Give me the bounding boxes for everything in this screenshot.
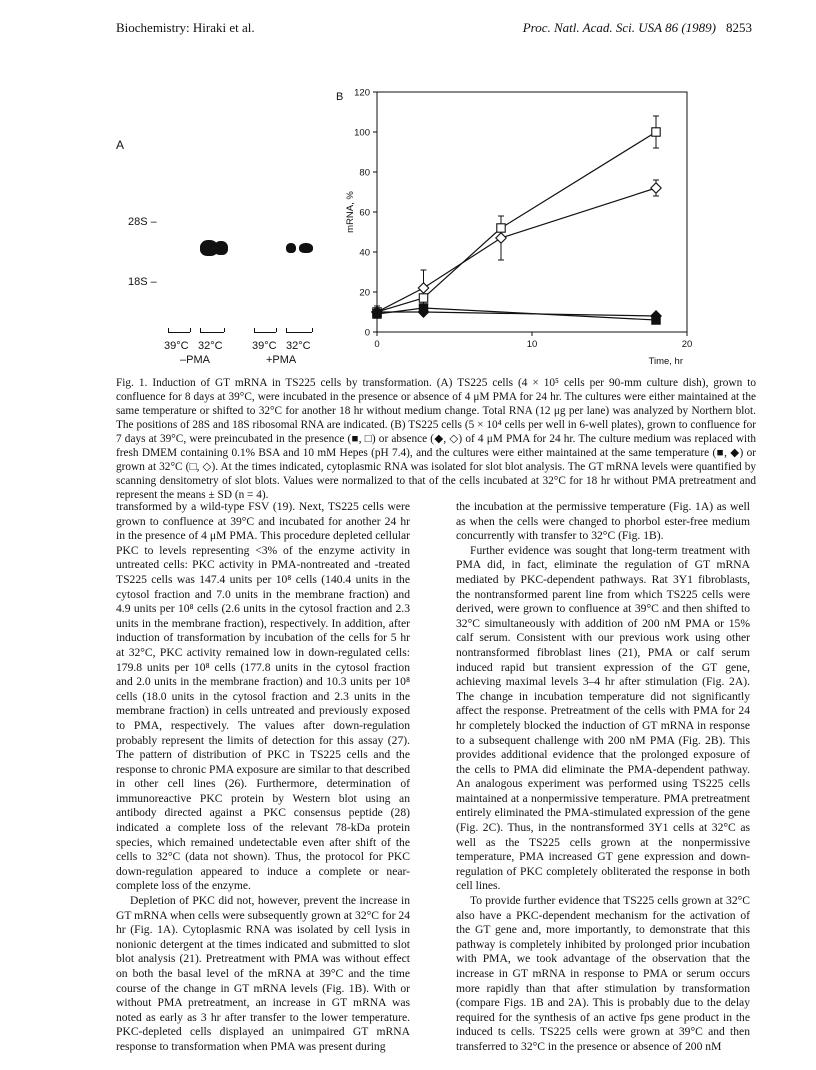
lane-label: 39°C bbox=[252, 340, 277, 352]
data-point-open-diamond bbox=[418, 283, 428, 293]
lane-bracket bbox=[200, 332, 224, 333]
marker-18s: 18S – bbox=[128, 276, 157, 288]
data-point-open-diamond bbox=[651, 183, 661, 193]
blot-band-32c-minus-pma-b bbox=[214, 241, 228, 255]
lane-bracket bbox=[286, 332, 312, 333]
series-line-open-square bbox=[377, 132, 656, 312]
running-header-right bbox=[523, 20, 752, 36]
blot-band-32c-plus-pma-b bbox=[299, 243, 313, 253]
lane-label: 32°C bbox=[198, 340, 223, 352]
lane-tick bbox=[254, 328, 255, 332]
body-column-left bbox=[116, 500, 410, 1055]
lane-bracket bbox=[254, 332, 276, 333]
x-tick-label: 10 bbox=[526, 339, 538, 350]
group-label-plus-pma: +PMA bbox=[266, 354, 297, 366]
lane-tick bbox=[190, 328, 191, 332]
y-tick-label: 100 bbox=[354, 127, 370, 139]
x-axis-label: Time, hr bbox=[648, 356, 683, 367]
lane-tick bbox=[286, 328, 287, 332]
lane-bracket bbox=[168, 332, 190, 333]
lane-tick bbox=[276, 328, 277, 332]
lane-tick bbox=[224, 328, 225, 332]
body-paragraph: the incubation at the permissive temperature (Fig. 1A) as well as when the cells were changed to phorbol ester-free medium concurrently with transfer to 32°C (Fig. 1B). bbox=[456, 500, 750, 543]
lane-label: 32°C bbox=[286, 340, 311, 352]
data-point-open-diamond bbox=[496, 233, 506, 243]
journal-citation: Proc. Natl. Acad. Sci. USA 86 (1989) bbox=[522, 20, 716, 35]
y-tick-label: 20 bbox=[359, 287, 370, 299]
body-paragraph: transformed by a wild-type FSV (19). Next, TS225 cells were grown to confluence at 39°C and incubated for another 24 hr in the presence of 4 μM PMA. This procedure depleted cellular PKC to levels representing <3% of the enzyme activity in untreated cells: PKC activity in PMA-nontreated and -treated TS225 cells was 147.4 units per 10⁸ cells (140.4 units in the cytosol fraction and 7.0 units in the membrane fraction) and 4.9 units per 10⁸ cells (2.6 units in the cytosol fraction and 2.3 units in the membrane fraction), respectively. In addition, after induction of transformation by incubation of the cells for 5 hr at 32°C, PKC activity remained low in down-regulated cells: 179.8 units per 10⁸ cells (177.8 units in the cytosol fraction and 2.0 units in the membrane fraction) and 10.3 units per 10⁸ cells (18.0 units in the cytosol fraction and 2.3 units in the membrane fraction) in cells untreated and previously exposed to PMA, respectively. The values after down-regulation probably represent the limits of detection for this assay (27). The pattern of distribution of PKC in TS225 cells and the response to chronic PMA exposure are similar to that described in other cell lines (26). Furthermore, determination of immunoreactive PKC protein by Western blot using an antibody directed against a PKC consensus peptide (28) indicated a complete loss of the relevant 78-kDa protein species, which remained undetectable even after shift of the cells to 32°C (data not shown). Thus, the protocol for PKC down-regulation appeared to induce a complete or near-complete loss of the enzyme. bbox=[116, 500, 410, 893]
lane-tick bbox=[312, 328, 313, 332]
y-tick-label: 80 bbox=[359, 167, 370, 179]
lane-label: 39°C bbox=[164, 340, 189, 352]
figure-label: Fig. 1. bbox=[116, 377, 148, 389]
group-label-minus-pma: –PMA bbox=[180, 354, 210, 366]
figure-panel-a bbox=[116, 90, 336, 370]
body-paragraph: To provide further evidence that TS225 cells grown at 32°C also have a PKC-dependent mechanism for the activation of the GT gene and, more importantly, to demonstrate that this pathway is completely inhibited by prolonged prior incubation with PMA, we took advantage of the observation that the increase in GT mRNA in response to PMA or serum occurs more rapidly than that after stimulation by transformation (compare Figs. 1B and 2A). This is probably due to the delay required for the synthesis of an active fps gene product in the induced ts cells. TS225 cells were grown at 39°C and then transferred to 32°C in the presence or absence of 200 nM bbox=[456, 894, 750, 1053]
figure-caption-text: Induction of GT mRNA in TS225 cells by transformation. (A) TS225 cells (4 × 10⁵ cells per 90-mm culture dish), grown to confluence for 8 days at 39°C, were incubated in the presence or absence of 4 μM PMA for 24 hr. The cultures were either maintained at the same temperature or shifted to 32°C for another 18 hr without medium change. Total RNA (12 μg per lane) was analyzed by Northern blot. The positions of 28S and 18S ribosomal RNA are indicated. (B) TS225 cells (5 × 10⁴ cells per well in 6-well plates), grown to confluence for 7 days at 39°C, were preincubated in the presence (■, □) or absence (◆, ◇) of 4 μM PMA for 24 hr. The culture medium was replaced with fresh DMEM containing 0.1% BSA and 10 mM Hepes (pH 7.4), and the cultures were either maintained at the same temperature (■, ◆) or grown at 32°C (□, ◇). At the times indicated, cytoplasmic RNA was isolated for slot blot analysis. The GT mRNA levels were quantified by scanning densitometry of slot blots. Values were normalized to that of the cells incubated at 32°C for 18 hr without PMA pretreatment and represent the means ± SD (n = 4). bbox=[116, 377, 756, 501]
data-point-open-square bbox=[652, 128, 660, 136]
data-point-open-square bbox=[497, 224, 505, 232]
body-paragraph: Further evidence was sought that long-term treatment with PMA did, in fact, eliminate the regulation of GT mRNA mediated by PKC-dependent pathways. Rat 3Y1 fibroblasts, the nontransformed parent line from which TS225 cells were derived, were grown to confluence at 39°C and then shifted to 32°C simultaneously with addition of 200 nM PMA or 15% calf serum. Consistent with our previous work using other nontransformed fibroblast lines (21), PMA or calf serum induced rapid but transient expression of the GT gene, achieving maximal levels 3–4 hr after stimulation (Fig. 2A). The change in incubation temperature did not significantly affect the response. Pretreatment of the cells with PMA for 24 hr completely blocked the induction of GT mRNA in response to a subsequent challenge with 200 nM PMA (Fig. 2B). This provides additional evidence that the prolonged exposure of the cells to PMA did eliminate the PMA-dependent pathway. An analogous experiment was performed using TS225 cells maintained at a nonpermissive temperature. PMA pretreatment entirely eliminated the PMA-stimulated expression of the gene (Fig. 2C). Thus, in the nontransformed 3Y1 cells at 32°C as well as the TS225 cells grown at the nonpermissive temperature, PMA increased GT gene expression and down-regulation of PKC completely obliterated the response in both cell lines. bbox=[456, 543, 750, 893]
y-tick-label: 120 bbox=[354, 87, 370, 99]
running-header-left: Biochemistry: Hiraki et al. bbox=[116, 20, 255, 35]
panel-a-letter: A bbox=[116, 138, 125, 152]
y-tick-label: 0 bbox=[364, 327, 370, 339]
data-point-open-square bbox=[419, 294, 427, 302]
page-number: 8253 bbox=[726, 20, 752, 35]
body-paragraph: Depletion of PKC did not, however, prevent the increase in GT mRNA when cells were subsequently grown at 32°C for 24 hr (Fig. 1A). Cytoplasmic RNA was isolated by cell lysis in nonionic detergent at the times indicated and submitted to slot blot analysis (21). Pretreatment with PMA was without effect on both the basal level of the mRNA at 39°C and the time course of the change in GT mRNA levels (Fig. 1B). With or without PMA pretreatment, an increase in GT mRNA was noted as early as 3 hr after transfer to the lower temperature. PKC-depleted cells displayed an unimpaired GT mRNA response to transformation when PMA was present during bbox=[116, 894, 410, 1053]
marker-28s: 28S – bbox=[128, 216, 157, 228]
figure-caption bbox=[116, 376, 756, 502]
lane-tick bbox=[200, 328, 201, 332]
x-tick-label: 20 bbox=[681, 339, 693, 350]
body-column-right bbox=[456, 500, 750, 1055]
y-tick-label: 60 bbox=[359, 207, 370, 219]
figure-panel-b bbox=[330, 84, 730, 374]
panel-b-letter: B bbox=[336, 91, 344, 103]
y-axis-label: mRNA, % bbox=[345, 191, 356, 233]
lane-tick bbox=[168, 328, 169, 332]
blot-band-32c-plus-pma bbox=[286, 243, 296, 253]
y-tick-label: 40 bbox=[359, 247, 370, 259]
x-tick-label: 0 bbox=[374, 339, 380, 350]
mrna-time-course-chart bbox=[330, 84, 730, 374]
